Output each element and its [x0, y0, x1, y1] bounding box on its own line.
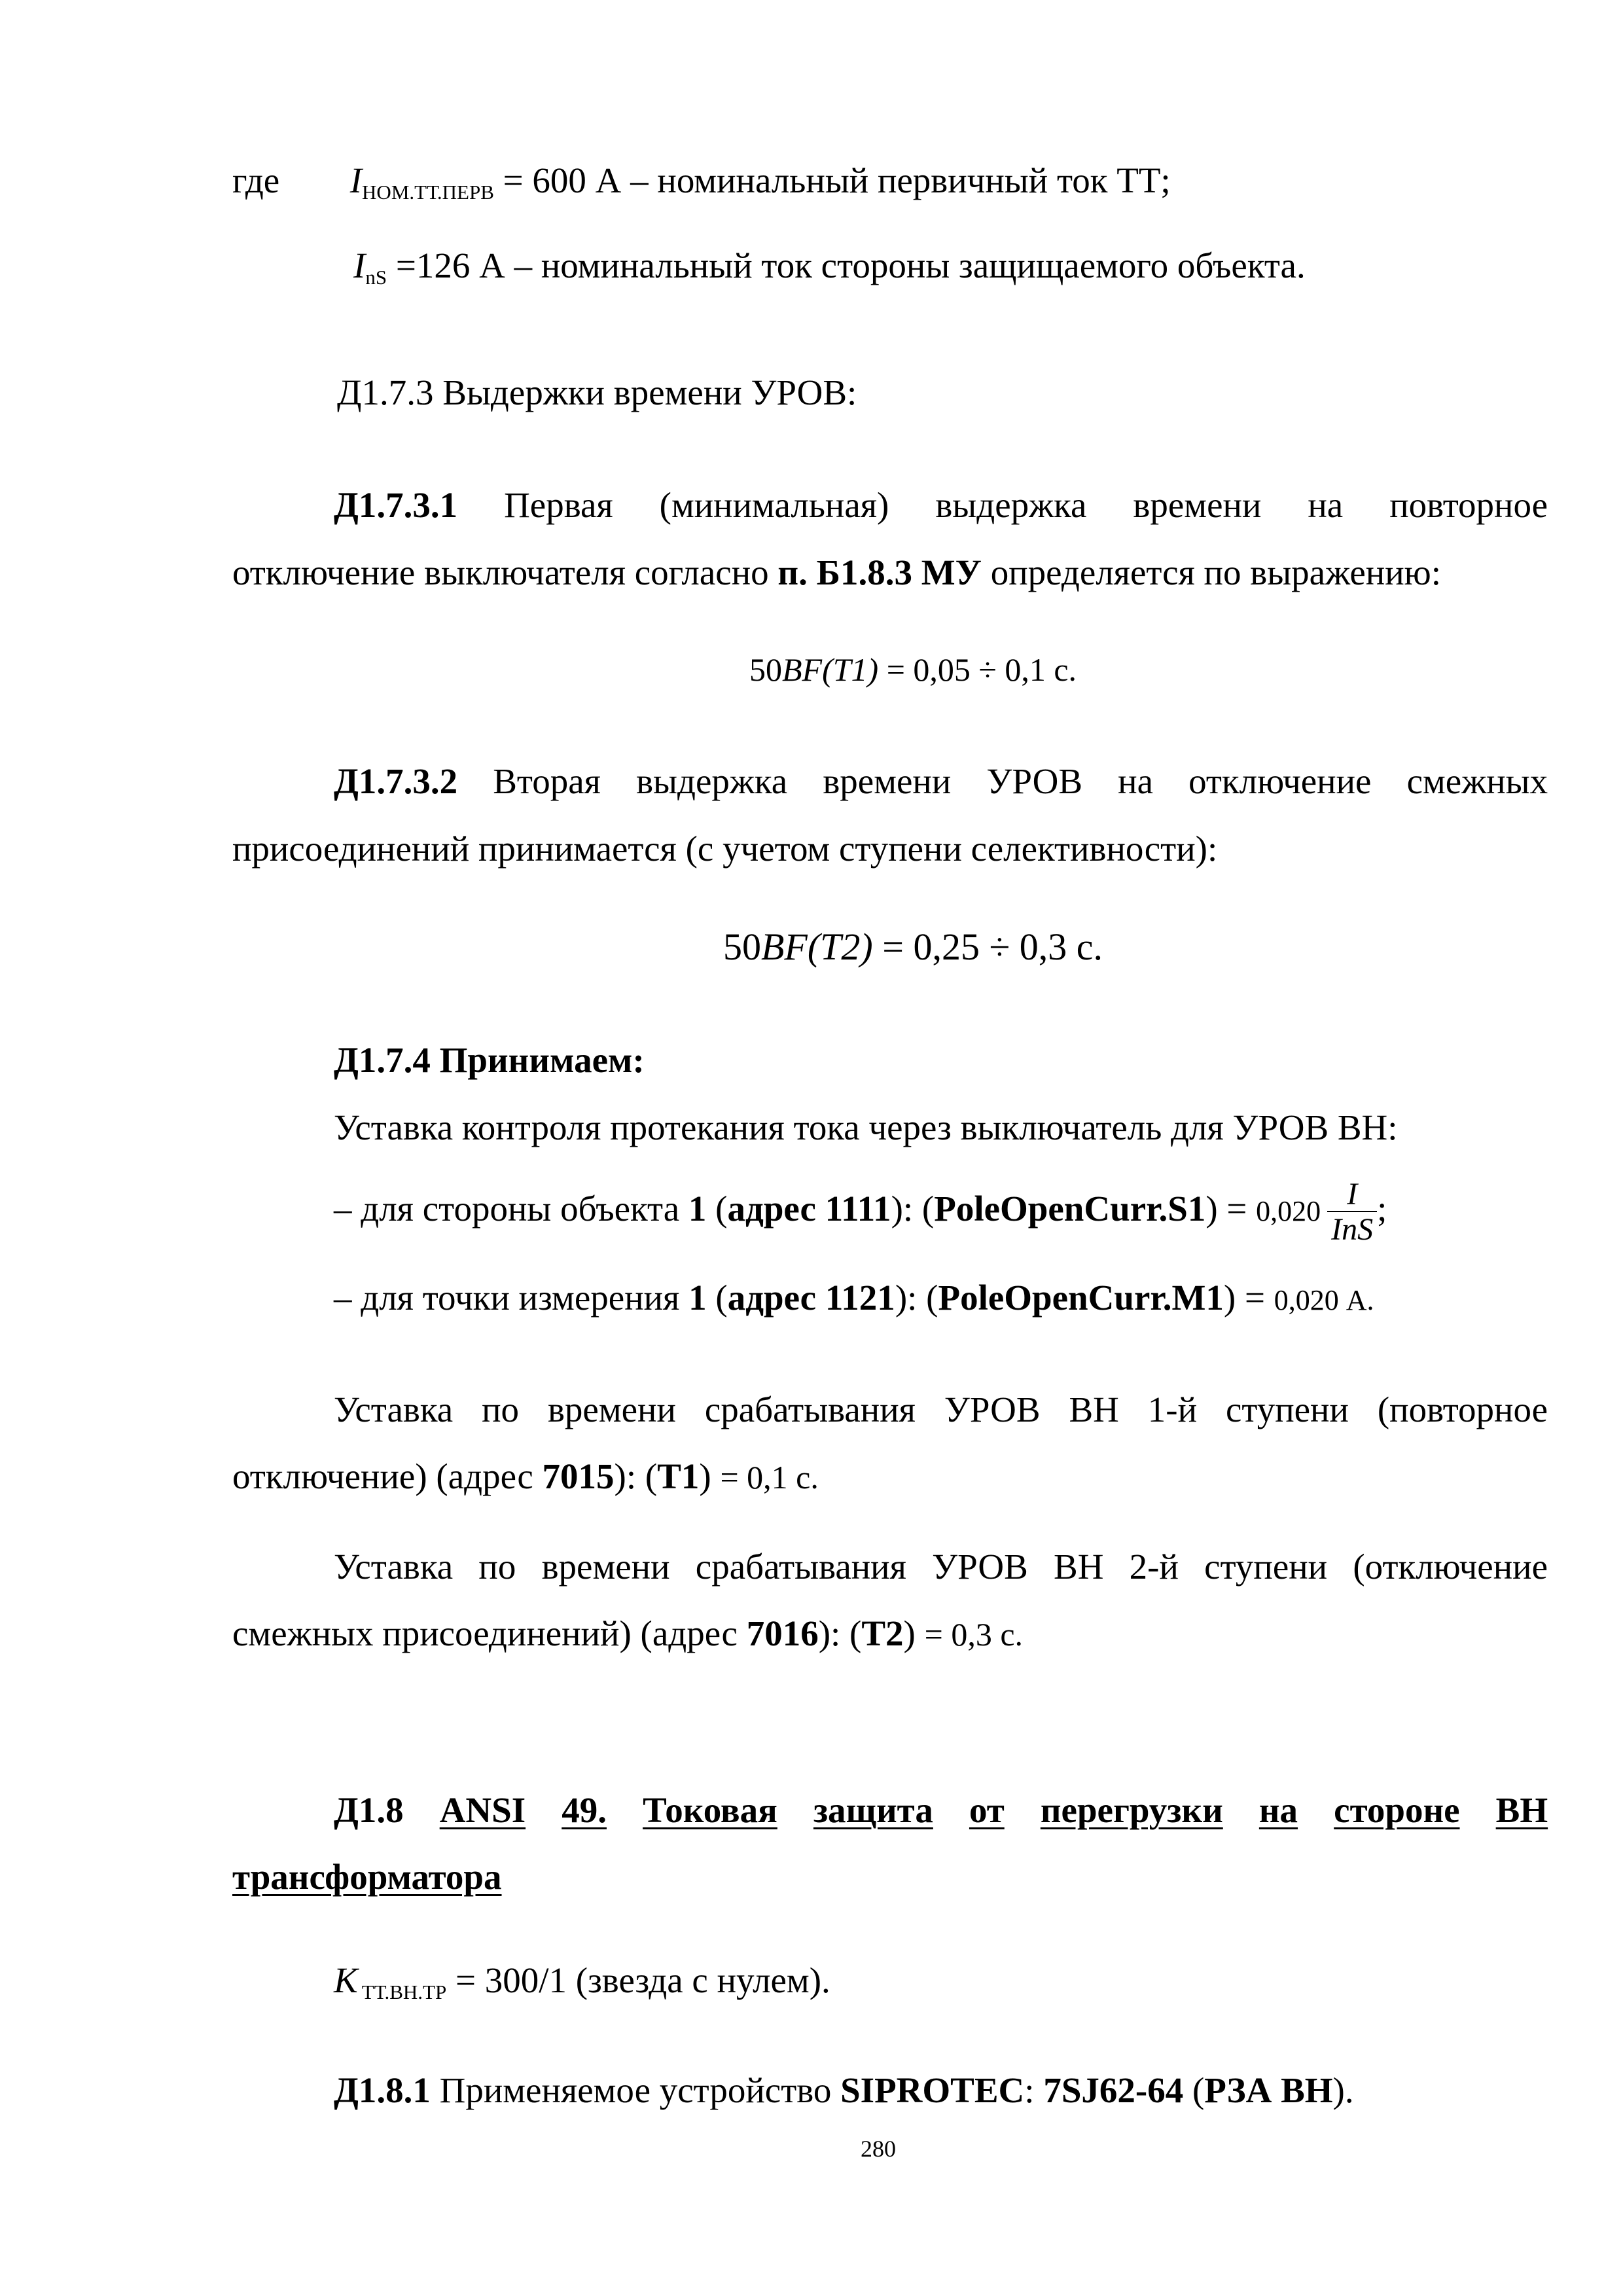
- word: ANSI: [439, 1790, 526, 1830]
- section-title: Выдержки времени УРОВ:: [433, 372, 857, 412]
- word: на: [1118, 761, 1153, 801]
- text: ): (: [891, 1189, 935, 1229]
- t2-setting-line1: [334, 1549, 1548, 1585]
- ratio-value: = 300/1 (звезда с нулем).: [446, 1960, 830, 2000]
- text: ): [903, 1613, 925, 1653]
- word: Токовая: [643, 1790, 777, 1830]
- word: Первая: [504, 485, 613, 525]
- text: :: [1024, 2070, 1044, 2110]
- setting-intro: Уставка контроля протекания тока через выключатель для УРОВ ВН:: [334, 1107, 1398, 1147]
- word: по: [478, 1547, 516, 1587]
- word: Вторая: [493, 761, 601, 801]
- where-line: [232, 162, 1171, 202]
- word: Уставка: [334, 1547, 454, 1587]
- word: выдержка: [636, 761, 788, 801]
- text: (: [706, 1189, 728, 1229]
- where-word: где: [232, 160, 280, 200]
- fraction-denominator: InS: [1327, 1211, 1377, 1246]
- address: 7015: [542, 1456, 615, 1496]
- word: отключение: [1188, 761, 1372, 801]
- word: повторное: [1389, 485, 1548, 525]
- current-description: – номинальный первичный ток ТТ;: [621, 160, 1171, 200]
- parameter-name: PoleOpenCurr.M1: [938, 1278, 1224, 1318]
- t1-setting-line2: [232, 1458, 819, 1494]
- parameter-name: T2: [861, 1613, 904, 1653]
- t1-setting-line1: [334, 1391, 1548, 1427]
- paragraph-1-7-3-2-line1: [334, 763, 1548, 799]
- word: ВН: [1054, 1547, 1104, 1587]
- paragraph-1-7-3-1-line1: [334, 487, 1548, 523]
- section-heading-1-8-line2: трансформатора: [232, 1857, 502, 1897]
- section-number: Д1.7.3: [337, 372, 434, 412]
- word: от: [969, 1790, 1005, 1830]
- word: стороне: [1334, 1790, 1460, 1830]
- word: (повторное: [1377, 1390, 1548, 1429]
- word: времени: [1133, 485, 1262, 525]
- text: отключение) (адрес: [232, 1456, 543, 1496]
- setting-item-1: [334, 1178, 1387, 1247]
- formula-prefix: 50: [749, 651, 782, 688]
- paragraph-number: Д1.7.3.1: [334, 485, 458, 525]
- word: 49.: [562, 1790, 607, 1830]
- setting-item-2: [334, 1280, 1374, 1316]
- formula-value: = 0,05 ÷ 0,1 с.: [878, 651, 1077, 688]
- address: 7016: [746, 1613, 819, 1653]
- section-number: Д1.8.1: [334, 2070, 431, 2110]
- text: ) =: [1205, 1189, 1257, 1229]
- word: перегрузки: [1040, 1790, 1223, 1830]
- formula-t2: [723, 925, 1103, 968]
- word: защита: [813, 1790, 933, 1830]
- ins-subscript: nS: [365, 266, 387, 289]
- parameter-value: 0,020 А.: [1274, 1284, 1374, 1316]
- section-heading-1-7-3: [337, 374, 857, 410]
- word: ступени: [1204, 1547, 1328, 1587]
- text: ).: [1332, 2070, 1354, 2110]
- word: 1-й: [1147, 1390, 1198, 1429]
- word: ВН: [1495, 1790, 1548, 1830]
- parameter-value: = 0,1 с.: [720, 1459, 819, 1496]
- fraction-numerator: I: [1347, 1177, 1358, 1211]
- word: (отключение: [1353, 1547, 1548, 1587]
- current-subscript: НОМ.ТТ.ПЕРВ: [362, 181, 494, 204]
- ins-description: – номинальный ток стороны защищаемого объекта.: [505, 245, 1306, 285]
- word: УРОВ: [932, 1547, 1028, 1587]
- text: ;: [1377, 1189, 1387, 1229]
- formula-t1: [749, 653, 1077, 686]
- text: ): (: [818, 1613, 862, 1653]
- parameter-name: PoleOpenCurr.S1: [934, 1189, 1206, 1229]
- ratio-subscript: ТТ.ВН.ТР: [361, 1981, 447, 2003]
- section-number: Д1.8: [334, 1790, 404, 1830]
- word: (минимальная): [659, 485, 889, 525]
- address: адрес 1111: [727, 1189, 891, 1229]
- word: на: [1258, 1790, 1298, 1830]
- formula-argument: (T2): [807, 925, 873, 968]
- bold: 1: [688, 1189, 707, 1229]
- word: 2-й: [1129, 1547, 1179, 1587]
- word: срабатывания: [704, 1390, 916, 1429]
- word: смежных: [1406, 761, 1548, 801]
- text: смежных присоединений) (адрес: [232, 1613, 747, 1653]
- word: ВН: [1069, 1390, 1119, 1429]
- word: на: [1308, 485, 1344, 525]
- device-model: 7SJ62-64: [1043, 2070, 1184, 2110]
- paragraph-1-7-3-1-line2: [232, 554, 1441, 590]
- reference: п. Б1.8.3 МУ: [777, 552, 982, 592]
- device-family: SIPROTEC: [840, 2070, 1025, 2110]
- parameter-value: = 0,3 с.: [924, 1616, 1024, 1653]
- formula-argument: (T1): [822, 651, 879, 688]
- word: выдержка: [935, 485, 1087, 525]
- text: – для стороны объекта: [334, 1189, 688, 1229]
- ins-value: =126 А: [387, 245, 505, 285]
- address: адрес 1121: [727, 1278, 895, 1318]
- text: ): (: [614, 1456, 658, 1496]
- word: Уставка: [334, 1390, 454, 1429]
- text: (: [1183, 2070, 1205, 2110]
- paragraph-1-7-3-2-line2: [232, 831, 1217, 867]
- section-heading-1-7-4: Д1.7.4 Принимаем:: [334, 1040, 645, 1080]
- page-number: 280: [861, 2136, 896, 2162]
- text: определяется по выражению:: [981, 552, 1441, 592]
- section-heading-1-8-line1: [334, 1792, 1548, 1828]
- formula-value: = 0,25 ÷ 0,3 с.: [872, 925, 1103, 968]
- current-value: = 600 А: [493, 160, 622, 200]
- paragraph-number: Д1.7.3.2: [334, 761, 458, 801]
- word: УРОВ: [986, 761, 1083, 801]
- word: УРОВ: [944, 1390, 1041, 1429]
- parameter-value: 0,020: [1256, 1195, 1321, 1228]
- current-symbol: I: [349, 160, 363, 200]
- section-heading-1-8-1: [334, 2072, 1354, 2108]
- text: ): [699, 1456, 721, 1496]
- device-role: РЗА ВН: [1204, 2070, 1333, 2110]
- text: Применяемое устройство: [430, 2070, 841, 2110]
- fraction: [1327, 1178, 1377, 1247]
- text: отключение выключателя согласно: [232, 552, 778, 592]
- ins-line: [353, 247, 1306, 287]
- word: времени: [823, 761, 952, 801]
- formula-function: BF: [782, 651, 823, 688]
- word: времени: [541, 1547, 670, 1587]
- word: срабатывания: [695, 1547, 906, 1587]
- t2-setting-line2: [232, 1615, 1023, 1651]
- text: ): (: [895, 1278, 938, 1318]
- formula-prefix: 50: [723, 925, 761, 968]
- word: времени: [547, 1390, 676, 1429]
- parameter-name: T1: [657, 1456, 700, 1496]
- ins-symbol: I: [353, 245, 366, 285]
- word: ступени: [1225, 1390, 1349, 1429]
- text: присоединений принимается (с учетом ступени селективности):: [232, 829, 1218, 869]
- word: по: [482, 1390, 520, 1429]
- formula-function: BF: [761, 925, 808, 968]
- text: ) =: [1223, 1278, 1274, 1318]
- text: (: [706, 1278, 728, 1318]
- bold: 1: [688, 1278, 707, 1318]
- text: – для точки измерения: [334, 1278, 689, 1318]
- ct-ratio-line: [334, 1962, 830, 2002]
- ratio-symbol: K: [334, 1960, 358, 2000]
